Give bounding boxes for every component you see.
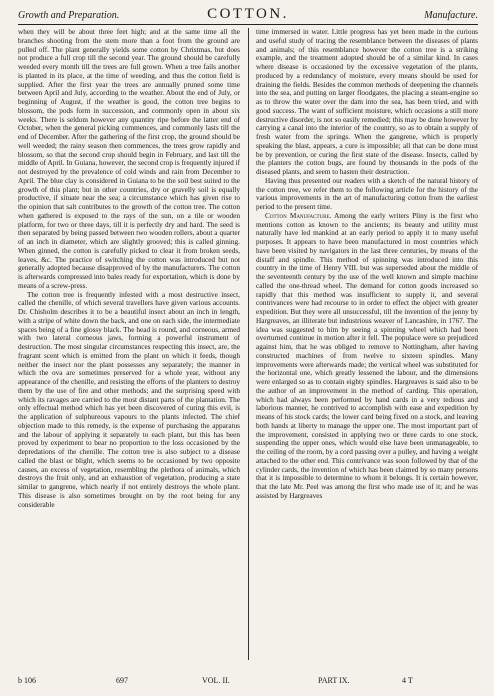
header-title: COTTON.	[207, 6, 289, 22]
page-number: 697	[116, 676, 128, 685]
sheet-mark: 4 T	[402, 676, 413, 685]
running-header	[18, 6, 478, 25]
column-divider	[248, 28, 249, 660]
paragraph: time immersed in water. Little progress has yet been made in the curious and useful study of tracing the resemblance between the diseases of plants and animals; of this resemblance however the cotton tree is a striking example, and the treatment adopted should be of a similar kind. In cases where disease is occasioned by the excessive vegetation of the plants, produced by a redundancy of moisture, every means should be used for draining the fields. Besides the common methods of deepening the channels into the sea, and putting on larger floodgates, the placing a steam-engine so as to throw the water over the dam into the sea, has been tried, and with good success. The want of sufficient moisture, which occasions a still more destructive disorder, is not so easily remedied; this may be done however by carrying a canal into the interior of the country, so as to obtain a supply of fresh water from the springs. When the gangrene, which is properly speaking the blast, appears, a cure is impossible; all that can be done must be by prevention, or curing the first state of the disease. Insects, called by the planters the cotton bugs, are found by thousands in the pods of the diseased plants, and seem to hasten their destruction.	[256, 28, 478, 176]
header-section-right: Manufacture.	[424, 10, 478, 21]
right-column	[256, 28, 478, 660]
part-label: PART IX.	[318, 676, 350, 685]
paragraph: Having thus presented our readers with a sketch of the natural history of the cotton tree, we refer them to the following article for the history of the various improvements in the art of manufacturing cotton from the earliest period to the present time.	[256, 176, 478, 211]
paragraph: when they will be about three feet high; and at the same time all the branches shooting from the stem more than a foot from the ground are pulled off. The plant generally yields some cotton by Christmas, but does not produce a full crop till the second year. The ground should be carefully weeded every month till the trees are full grown. When a tree fails another is planted in its place, at the time of weeding, and thus the cotton field is supplied. After the first year the trees are annually pruned some time between April and July, according to the weather. About the end of July, or beginning of August, if the weather is good, the cotton tree begins to blossom, the pods form in succession, and commonly open in about six weeks. There is seldom however any quantity ripe before the latter end of October, when the general picking commences, and commonly lasts till the end of December. After the gathering of the first crop, the ground should be well weeded; the rainy season then commences, the trees grow rapidly and blossom, so that the second crop should begin in February, and last till the middle of April. In Guiana, however, the second crop is frequently injured if not destroyed by the prevalence of cold winds and rain from December to April. The blue clay is considered in Guiana to be the soil best suited to the growth of this plant; but in other countries, dry or gravelly soil is equally productive, if situate near the sea; a circumstance which has given rise to the opinion that salt contributes to the growth of the cotton tree. The cotton when gathered is exposed to the rays of the sun, on a tile or wooden platform, for two or three days, till it is perfectly dry and hard. The seed is then separated by being passed between two wooden rollers, about a quarter of an inch in diameter, which are slightly grooved; this is called ginning. When ginned, the cotton is carefully picked to clear it from broken seeds, leaves, &c. The practice of switching the cotton was introduced but not generally adopted because disapproved of by the manufacturers. The cotton is afterwards compressed into bales ready for exportation, which is done by means of a screw-press.	[18, 28, 240, 290]
section-heading: Cotton Manufacture.	[265, 211, 332, 220]
signature-mark: b 106	[18, 676, 36, 685]
paragraph	[256, 212, 478, 501]
paragraph-text: Among the early writers Pliny is the first who mentions cotton as known to the ancients; its beauty and utility must naturally have led mankind at an early period to apply it to many useful purposes. It appears to have been manufactured in most countries which have been visited by navigators in the last three centuries, by means of the distaff and spindle. This method of spinning was introduced into this country in the time of Henry VIII. but was superseded about the middle of the seventeenth century by the use of the well known and simple machine called the one-thread wheel. The demand for cotton goods increased so rapidly that this method was insufficient to supply it, and several contrivances were had recourse to in order to effect the object with greater expedition. But they were all unsuccessful, till the invention of the jenny by Hargreaves, an illiterate but industrious weaver of Lancashire, in 1767. The idea was suggested to him by seeing a spinning wheel which had been overturned continue in motion after it fell. The populace were so prejudiced against him, that he was obliged to remove to Nottingham, after having constructed machines of from twelve to sixteen spindles. Many improvements were afterwards made; the vertical wheel was substituted for the horizontal one, which greatly lessened the labour, and the dimensions were enlarged so as to contain eighty spindles. Hargreaves is said also to be the author of an improvement in the method of carding. This operation, which had always been performed by hand cards in a very tedious and laborious manner, he contrived to accomplish with ease and expedition by means of his stock cards; the lower card being fixed on a stock, and leaving both hands at liberty to manage the upper one. The most important part of the improvement, consisted in applying two or three cards to one stock, suspending the upper ones, which would else have been unmanageable, to the ceiling of the room, by a cord passing over a pulley, and having a weight attached to the other end. This contrivance was soon followed by that of the cylinder cards, the invention of which has been claimed by so many persons that it is impossible to determine to whom it belongs. It is certain however, that the late Mr. Peel was among the first who made use of it; and he was assisted by Hargreaves	[256, 211, 478, 500]
left-column	[18, 28, 240, 660]
page-footer	[18, 676, 478, 688]
volume-label: VOL. II.	[202, 676, 230, 685]
text-columns	[18, 28, 478, 660]
paragraph: The cotton tree is frequently infested with a most destructive insect, called the chenille, of which several travellers have given various accounts. Dr. Chisholm describes it to be a beautiful insect about an inch in length, with a stripe of white down the back, and one on each side, the intermediate spaces being of a fine glossy black. The head is round, and corneous, armed with two lateral corneous jaws, forming a powerful instrument of destruction. The most singular circumstances respecting this insect, are, the fragrant scent which is emitted from the plant on which it feeds, though neither the insect nor the plant possesses any separately; the manner in which the ova are sometimes preserved for a whole year, without any appearance of the chenille, and resisting the efforts of the planters to destroy them by the use of fire and other methods; and the surprising speed with which its ravages are carried to the most distant parts of the plantation. The only effectual method which has yet been discovered of curing this evil, is the application of sulphureous vapours to the plants infected. The chief objection made to this remedy, is the expense of purchasing the apparatus and the labour of applying it separately to each plant, but this has been proved by experiment to bear no proportion to the loss occasioned by the depredations of the chenille. The cotton tree is also subject to a disease called the blast or blight, which seems to be occasioned by two opposite causes, an excess of vegetation, resembling the plethora of animals, which destroys the fruit only, and an exhaustion of vegetation, producing a state similar to gangrene, which nearly if not entirely destroys the whole plant. This disease is also sometimes brought on by the root being for any considerable	[18, 290, 240, 509]
header-section-left: Growth and Preparation.	[18, 10, 120, 21]
